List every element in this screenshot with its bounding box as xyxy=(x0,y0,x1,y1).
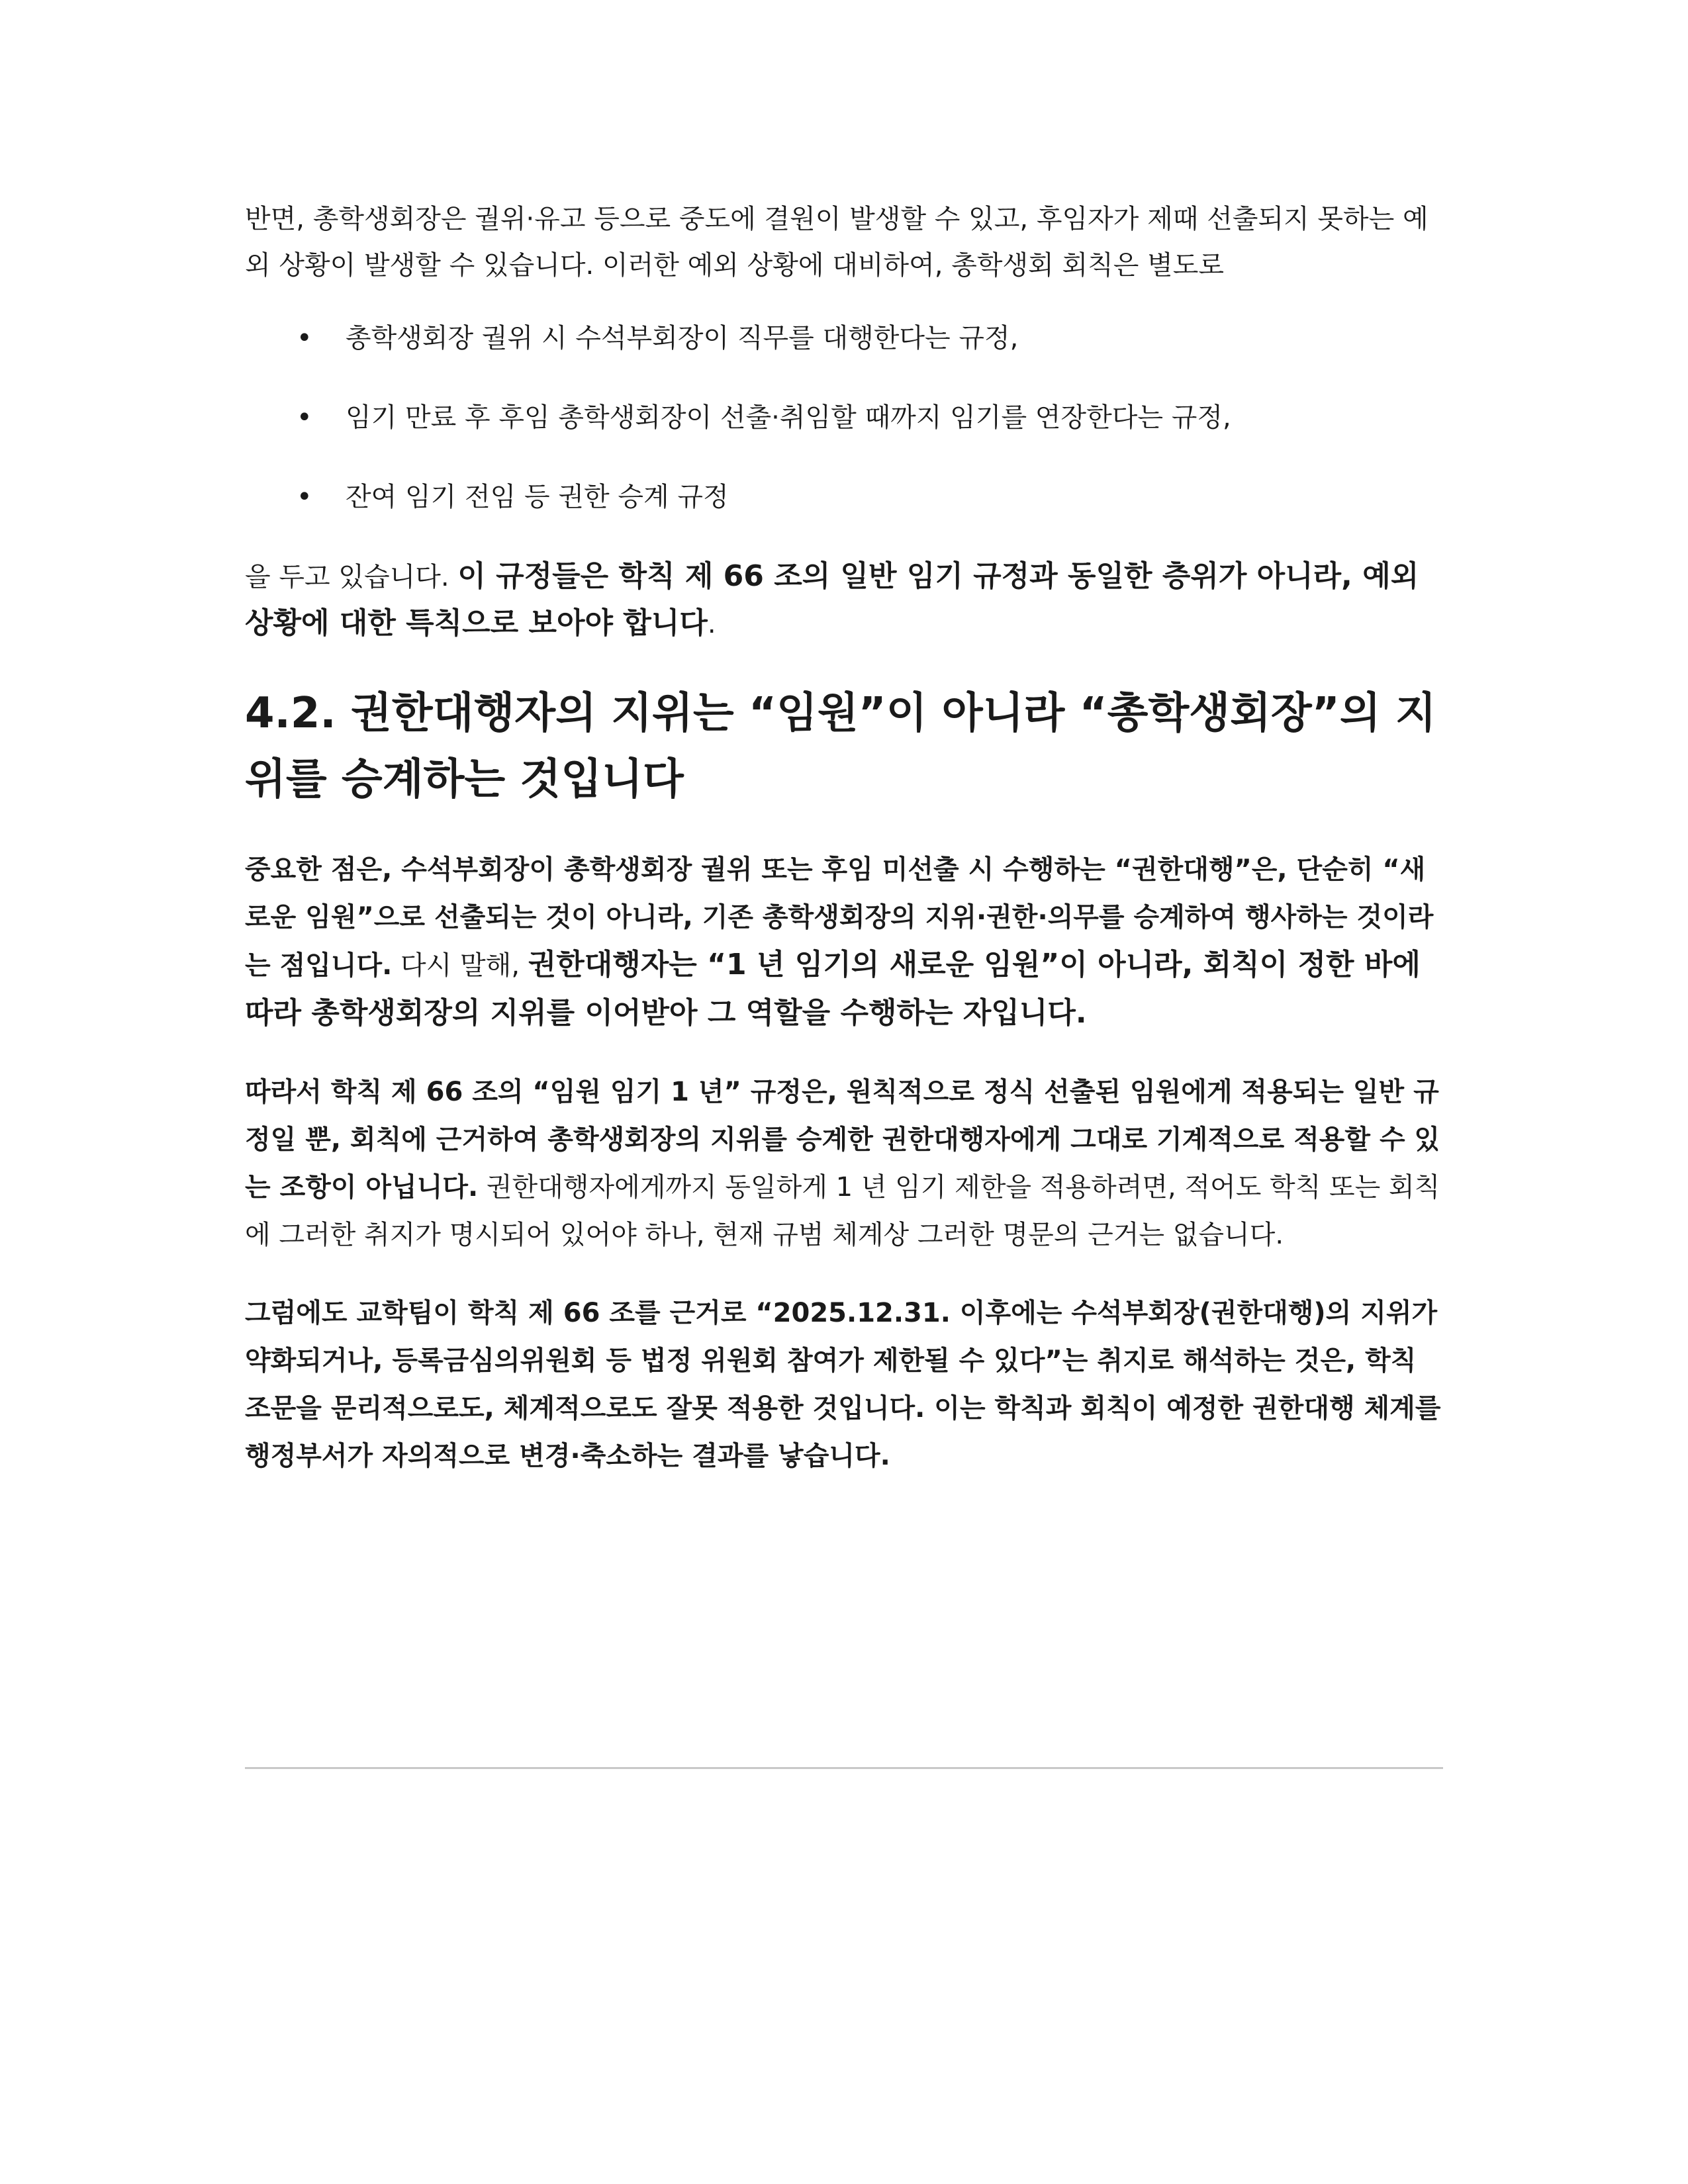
section-heading: 4.2. 권한대행자의 지위는 “임원”이 아니라 “총학생회장”의 지위를 승계하는 것입니다 xyxy=(245,689,1436,804)
summary-paragraph xyxy=(245,553,1443,647)
paragraph-1-emphasis-large: 권한대행자는 “1 년 임기의 새로운 임원”이 아니라, 회칙이 정한 바에 따라 총학생회장의 지위를 이어받아 그 역할을 수행하는 자입니다. xyxy=(245,948,1421,1030)
list-item-text: 총학생회장 궐위 시 수석부회장이 직무를 대행한다는 규정, xyxy=(346,323,1019,353)
list-item xyxy=(245,474,1443,520)
list-item xyxy=(245,394,1443,441)
bullet-icon: • xyxy=(297,323,312,353)
paragraph-3 xyxy=(245,1289,1443,1480)
paragraph-1-plain: 다시 말해, xyxy=(392,950,528,981)
summary-end: . xyxy=(707,609,716,639)
paragraph-2-emphasis: 따라서 학칙 제 66 조의 “임원 임기 1 년” 규정은, 원칙적으로 정식 선출된 임원에게 적용되는 일반 규정일 뿐, 회칙에 근거하여 총학생회장의 지위를 승계한 권한대행자에게 그대로 기계적으로 적용할 수 있는 조항이 아닙니다. xyxy=(245,1077,1440,1203)
intro-paragraph: 반면, 총학생회장은 궐위·유고 등으로 중도에 결원이 발생할 수 있고, 후임자가 제때 선출되지 못하는 예외 상황이 발생할 수 있습니다. 이러한 예외 상황에 대비하여, 총학생회 회칙은 별도로 xyxy=(245,204,1429,281)
list-item-text: 잔여 임기 전임 등 권한 승계 규정 xyxy=(346,482,729,512)
list-item xyxy=(245,315,1443,361)
summary-emphasis: 이 규정들은 학칙 제 66 조의 일반 임기 규정과 동일한 층위가 아니라, 예외 상황에 대한 특칙으로 보아야 합니다 xyxy=(245,559,1419,640)
document-page xyxy=(245,196,1443,1510)
horizontal-divider xyxy=(245,1767,1443,1769)
paragraph-2 xyxy=(245,1068,1443,1259)
list-item-text: 임기 만료 후 후임 총학생회장이 선출·취임할 때까지 임기를 연장한다는 규정, xyxy=(346,402,1231,433)
paragraph-1 xyxy=(245,846,1443,1038)
paragraph-2-plain: 권한대행자에게까지 동일하게 1 년 임기 제한을 적용하려면, 적어도 학칙 또는 회칙에 그러한 취지가 명시되어 있어야 하나, 현재 규범 체계상 그러한 명문의 근거는 없습니다. xyxy=(245,1172,1440,1250)
rule-list xyxy=(245,315,1443,520)
bullet-icon: • xyxy=(297,482,312,512)
summary-plain: 을 두고 있습니다. xyxy=(245,562,458,592)
bullet-icon: • xyxy=(297,402,312,433)
paragraph-1-emphasis: 중요한 점은, 수석부회장이 총학생회장 궐위 또는 후임 미선출 시 수행하는 “권한대행”은, 단순히 “새로운 임원”으로 선출되는 것이 아니라, 기존 총학생회장의 지위·권한·의무를 승계하여 행사하는 것이라는 점입니다. xyxy=(245,854,1434,981)
paragraph-3-emphasis: 그럼에도 교학팀이 학칙 제 66 조를 근거로 “2025.12.31. 이후에는 수석부회장(권한대행)의 지위가 약화되거나, 등록금심의위원회 등 법정 위원회 참여가 제한될 수 있다”는 취지로 해석하는 것은, 학칙 조문을 문리적으로도, 체계적으로도 잘못 적용한 것입니다. 이는 학칙과 회칙이 예정한 권한대행 체계를 행정부서가 자의적으로 변경·축소하는 결과를 낳습니다. xyxy=(245,1298,1441,1471)
